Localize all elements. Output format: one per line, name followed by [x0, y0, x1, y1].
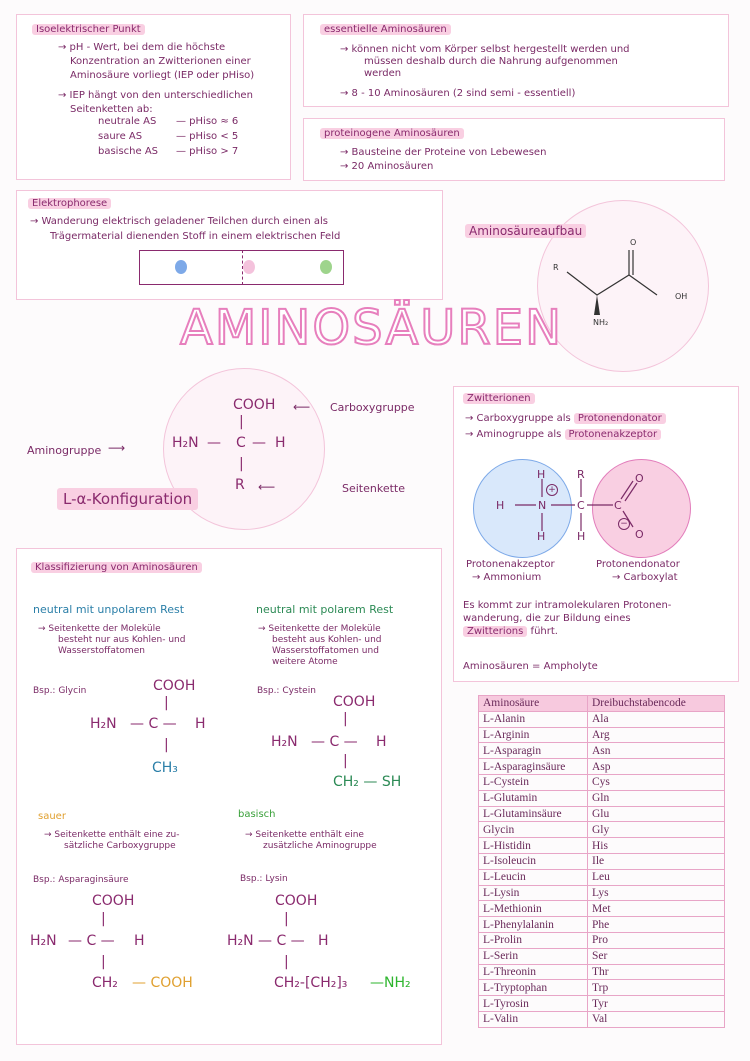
iep-line: Seitenketten ab:: [70, 104, 153, 115]
three-letter-code: Cys: [588, 774, 725, 790]
three-letter-code: Phe: [588, 917, 725, 933]
amino-acid-name: L-Tryptophan: [479, 980, 588, 996]
iep-row-value: — pHiso > 7: [176, 146, 239, 157]
three-letter-code: Arg: [588, 727, 725, 743]
amino-acid-name: L-Asparagin: [479, 743, 588, 759]
sauer-title: sauer: [38, 811, 66, 822]
polar-title: neutral mit polarem Rest: [256, 603, 394, 616]
asp-side-cooh: — COOH: [132, 975, 193, 991]
zwitter-text: Zwitterions führt.: [463, 626, 558, 637]
amino-acid-name: L-Arginin: [479, 727, 588, 743]
unpolar-line: Wasserstoffatomen: [58, 646, 145, 656]
iep-row-value: — pHiso ≈ 6: [176, 116, 239, 127]
cooh-label: COOH: [153, 678, 196, 694]
bond-right: —: [252, 435, 266, 451]
h2n-label: H₂N: [227, 933, 254, 949]
carboxylat-caption: Protonendonator: [596, 559, 680, 570]
cooh-label: COOH: [333, 694, 376, 710]
table-row: [479, 980, 725, 996]
table-row: [479, 964, 725, 980]
zwitter-heading: Zwitterionen: [463, 393, 535, 404]
amino-acid-name: L-Glutamin: [479, 790, 588, 806]
central-c: — C —: [311, 734, 358, 750]
table-row: [479, 1011, 725, 1027]
arrow-icon: ⟵: [293, 400, 311, 414]
zwitter-line: → Aminogruppe als Protonenakzeptor: [465, 429, 661, 440]
amino-acid-table: [478, 695, 725, 1028]
essential-line: → 8 - 10 Aminosäuren (2 sind semi - essentiell): [340, 88, 576, 99]
table-row: [479, 822, 725, 838]
three-letter-code: Pro: [588, 932, 725, 948]
table-row: [479, 743, 725, 759]
amino-acid-name: L-Valin: [479, 1011, 588, 1027]
three-letter-code: Gln: [588, 790, 725, 806]
carboxy-label: Carboxygruppe: [330, 401, 415, 414]
table-row: [479, 711, 725, 727]
basisch-line: → Seitenkette enthält eine: [245, 830, 364, 840]
unpolar-line: besteht nur aus Kohlen- und: [58, 635, 186, 645]
glycin-side: CH₃: [152, 760, 178, 776]
amino-acid-name: L-Phenylalanin: [479, 917, 588, 933]
r-label: R: [235, 477, 245, 493]
three-letter-code: Ile: [588, 853, 725, 869]
h2n-label: H₂N: [271, 734, 298, 750]
three-letter-code: Met: [588, 901, 725, 917]
atom-o: O: [635, 528, 644, 541]
amino-acid-name: L-Prolin: [479, 932, 588, 948]
h-label: H: [134, 933, 145, 949]
three-letter-code: Ala: [588, 711, 725, 727]
table-row: [479, 917, 725, 933]
table-row: [479, 806, 725, 822]
bond-vertical: |: [101, 911, 106, 927]
bond-vertical: |: [239, 456, 244, 472]
atom-c: C: [577, 499, 585, 512]
plus-charge-icon: +: [546, 484, 558, 496]
amino-acid-name: L-Serin: [479, 948, 588, 964]
iep-line: → IEP hängt von den unterschiedlichen: [58, 90, 253, 101]
page-title: AMINOSÄUREN: [180, 300, 564, 356]
three-letter-code: Asn: [588, 743, 725, 759]
asp-side-ch2: CH₂: [92, 975, 118, 991]
polar-line: weitere Atome: [272, 657, 338, 667]
atom-c: C: [614, 499, 622, 512]
h2n-label: H₂N: [30, 933, 57, 949]
three-letter-code: Thr: [588, 964, 725, 980]
basisch-line: zusätzliche Aminogruppe: [263, 841, 377, 851]
iep-line: Konzentration an Zwitterionen einer: [70, 56, 251, 67]
table-body: [479, 711, 725, 1027]
amino-acid-name: L-Alanin: [479, 711, 588, 727]
atom-o: O: [635, 472, 644, 485]
central-c: — C —: [68, 933, 115, 949]
zwitter-text: wanderung, die zur Bildung eines: [463, 613, 631, 624]
bond-left: —: [207, 435, 221, 451]
amino-acid-name: L-Methionin: [479, 901, 588, 917]
h-label: H: [318, 933, 329, 949]
amino-label: Aminogruppe: [27, 444, 102, 457]
three-letter-code: Glu: [588, 806, 725, 822]
iep-line: → pH - Wert, bei dem die höchste: [58, 42, 226, 53]
ampholyte-label: Aminosäuren = Ampholyte: [463, 661, 598, 672]
c-label: C: [236, 435, 246, 451]
atom-h: H: [537, 530, 546, 543]
table-row: [479, 948, 725, 964]
amino-acid-name: L-Glutaminsäure: [479, 806, 588, 822]
bond-vertical: |: [164, 737, 169, 753]
table-row: [479, 727, 725, 743]
essential-line: → können nicht vom Körper selbst hergestellt werden und: [340, 44, 630, 55]
glycin-label: Bsp.: Glycin: [33, 686, 87, 696]
atom-r: R: [577, 468, 585, 481]
blue-band-icon: [175, 260, 187, 274]
sauer-line: sätzliche Carboxygruppe: [64, 841, 176, 851]
atom-h: H: [496, 499, 505, 512]
table-row: [479, 759, 725, 775]
aufbau-oh: OH: [675, 292, 688, 301]
klass-box: [16, 548, 442, 1045]
central-c: — C —: [130, 716, 177, 732]
three-letter-code: Tyr: [588, 996, 725, 1012]
iep-heading: Isoelektrischer Punkt: [32, 24, 145, 35]
amino-acid-name: L-Isoleucin: [479, 853, 588, 869]
h-label: H: [376, 734, 387, 750]
three-letter-code: Trp: [588, 980, 725, 996]
table-row: [479, 774, 725, 790]
seitenkette-label: Seitenkette: [342, 482, 405, 495]
atom-h: H: [537, 468, 546, 481]
table-header-row: [479, 696, 725, 712]
polar-line: besteht aus Kohlen- und: [272, 635, 382, 645]
essential-line: werden: [364, 68, 402, 79]
table-row: [479, 853, 725, 869]
amino-acid-name: L-Cystein: [479, 774, 588, 790]
h2n-label: H₂N: [172, 435, 199, 451]
zwitter-text: Es kommt zur intramolekularen Protonen-: [463, 600, 672, 611]
iep-row-label: saure AS: [98, 131, 143, 142]
iep-row-value: — pHiso < 5: [176, 131, 239, 142]
aufbau-heading: Aminosäureaufbau: [465, 224, 586, 238]
elektrophorese-heading: Elektrophorese: [28, 198, 111, 209]
lysin-label: Bsp.: Lysin: [240, 874, 288, 884]
atom-n: N: [538, 499, 547, 512]
aufbau-o: O: [630, 238, 637, 247]
arrow-icon: ⟶: [108, 441, 126, 455]
three-letter-code: His: [588, 838, 725, 854]
proteinogen-heading: proteinogene Aminosäuren: [320, 128, 464, 139]
lys-side-chain: CH₂-[CH₂]₃: [274, 975, 348, 991]
cooh-label: COOH: [275, 893, 318, 909]
iep-line: Aminosäure vorliegt (IEP oder pHiso): [70, 70, 255, 81]
cooh-label: COOH: [233, 397, 276, 413]
h-label: H: [275, 435, 286, 451]
amino-acid-name: L-Lysin: [479, 885, 588, 901]
table-row: [479, 885, 725, 901]
bond-vertical: |: [101, 954, 106, 970]
amino-acid-name: Glycin: [479, 822, 588, 838]
lys-side-nh2: —NH₂: [370, 975, 411, 991]
proteinogen-line: → 20 Aminosäuren: [340, 161, 434, 172]
amino-acid-name: L-Leucin: [479, 869, 588, 885]
cystein-side: CH₂ — SH: [333, 774, 402, 790]
minus-charge-icon: −: [618, 518, 630, 530]
green-band-icon: [320, 260, 332, 274]
table-row: [479, 838, 725, 854]
sauer-line: → Seitenkette enthält eine zu-: [44, 830, 180, 840]
central-c: — C —: [258, 933, 305, 949]
bond-vertical: |: [343, 753, 348, 769]
proteinogen-line: → Bausteine der Proteine von Lebewesen: [340, 147, 547, 158]
bond-vertical: |: [164, 695, 169, 711]
carboxylat-caption: → Carboxylat: [612, 572, 678, 583]
polar-line: → Seitenkette der Moleküle: [258, 624, 381, 634]
bond-vertical: |: [239, 414, 244, 430]
bond-vertical: |: [343, 711, 348, 727]
three-letter-code: Gly: [588, 822, 725, 838]
aufbau-r: R: [553, 263, 559, 272]
asparaginsaeure-label: Bsp.: Asparaginsäure: [33, 875, 129, 885]
three-letter-code: Leu: [588, 869, 725, 885]
three-letter-code: Lys: [588, 885, 725, 901]
bond-vertical: |: [284, 911, 289, 927]
h2n-label: H₂N: [90, 716, 117, 732]
three-letter-code: Ser: [588, 948, 725, 964]
basisch-title: basisch: [238, 809, 276, 820]
elektrophorese-line: → Wanderung elektrisch geladener Teilchen durch einen als: [30, 216, 328, 227]
amino-acid-name: L-Threonin: [479, 964, 588, 980]
three-letter-code: Val: [588, 1011, 725, 1027]
iep-row-label: basische AS: [98, 146, 159, 157]
elektrophorese-line: Trägermaterial dienenden Stoff in einem elektrischen Feld: [50, 231, 341, 242]
config-label: L-α-Konfiguration: [57, 488, 198, 510]
three-letter-code: Asp: [588, 759, 725, 775]
amino-acid-name: L-Asparaginsäure: [479, 759, 588, 775]
bond-vertical: |: [284, 954, 289, 970]
unpolar-line: → Seitenkette der Moleküle: [38, 624, 161, 634]
column-header: Aminosäure: [479, 696, 588, 712]
ammonium-caption: → Ammonium: [472, 572, 542, 583]
iep-row-label: neutrale AS: [98, 116, 157, 127]
atom-h: H: [577, 530, 586, 543]
essential-heading: essentielle Aminosäuren: [320, 24, 451, 35]
table-row: [479, 996, 725, 1012]
table-row: [479, 790, 725, 806]
klass-heading: Klassifizierung von Aminosäuren: [31, 562, 202, 573]
pink-band-icon: [243, 260, 255, 274]
cystein-label: Bsp.: Cystein: [257, 686, 316, 696]
h-label: H: [195, 716, 206, 732]
table-row: [479, 901, 725, 917]
aufbau-nh2: NH₂: [593, 318, 609, 327]
amino-acid-name: L-Tyrosin: [479, 996, 588, 1012]
column-header: Dreibuchstabencode: [588, 696, 725, 712]
cooh-label: COOH: [92, 893, 135, 909]
zwitter-line: → Carboxygruppe als Protonendonator: [465, 413, 666, 424]
ammonium-caption: Protonenakzeptor: [466, 559, 555, 570]
amino-acid-name: L-Histidin: [479, 838, 588, 854]
arrow-icon: ⟵: [258, 480, 276, 494]
essential-line: müssen deshalb durch die Nahrung aufgenommen: [364, 56, 618, 67]
polar-line: Wasserstoffatomen und: [272, 646, 379, 656]
table-row: [479, 932, 725, 948]
table-row: [479, 869, 725, 885]
unpolar-title: neutral mit unpolarem Rest: [33, 603, 185, 616]
